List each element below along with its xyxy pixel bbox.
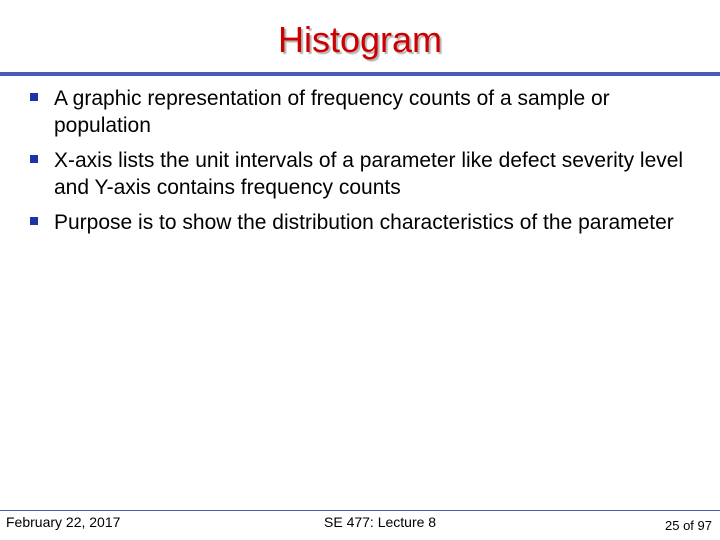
title-divider — [0, 72, 720, 76]
page-number: 25 of 97 — [665, 518, 712, 533]
bullet-text: Purpose is to show the distribution characteristics of the parameter — [54, 211, 674, 234]
square-bullet-icon — [30, 93, 38, 101]
slide-title: Histogram — [277, 19, 443, 60]
bullet-item — [30, 147, 700, 201]
bullet-list — [30, 85, 700, 244]
footer-course: SE 477: Lecture 8 — [324, 514, 437, 530]
bullet-item — [30, 85, 700, 139]
bullet-item — [30, 209, 700, 236]
footer-divider — [0, 510, 720, 511]
bullet-text: X-axis lists the unit intervals of a parameter like defect severity level and Y-axis contains frequency counts — [54, 149, 684, 199]
square-bullet-icon — [30, 217, 38, 225]
square-bullet-icon — [30, 155, 38, 163]
footer-date: February 22, 2017 — [6, 514, 121, 530]
bullet-text: A graphic representation of frequency counts of a sample or population — [54, 87, 610, 137]
